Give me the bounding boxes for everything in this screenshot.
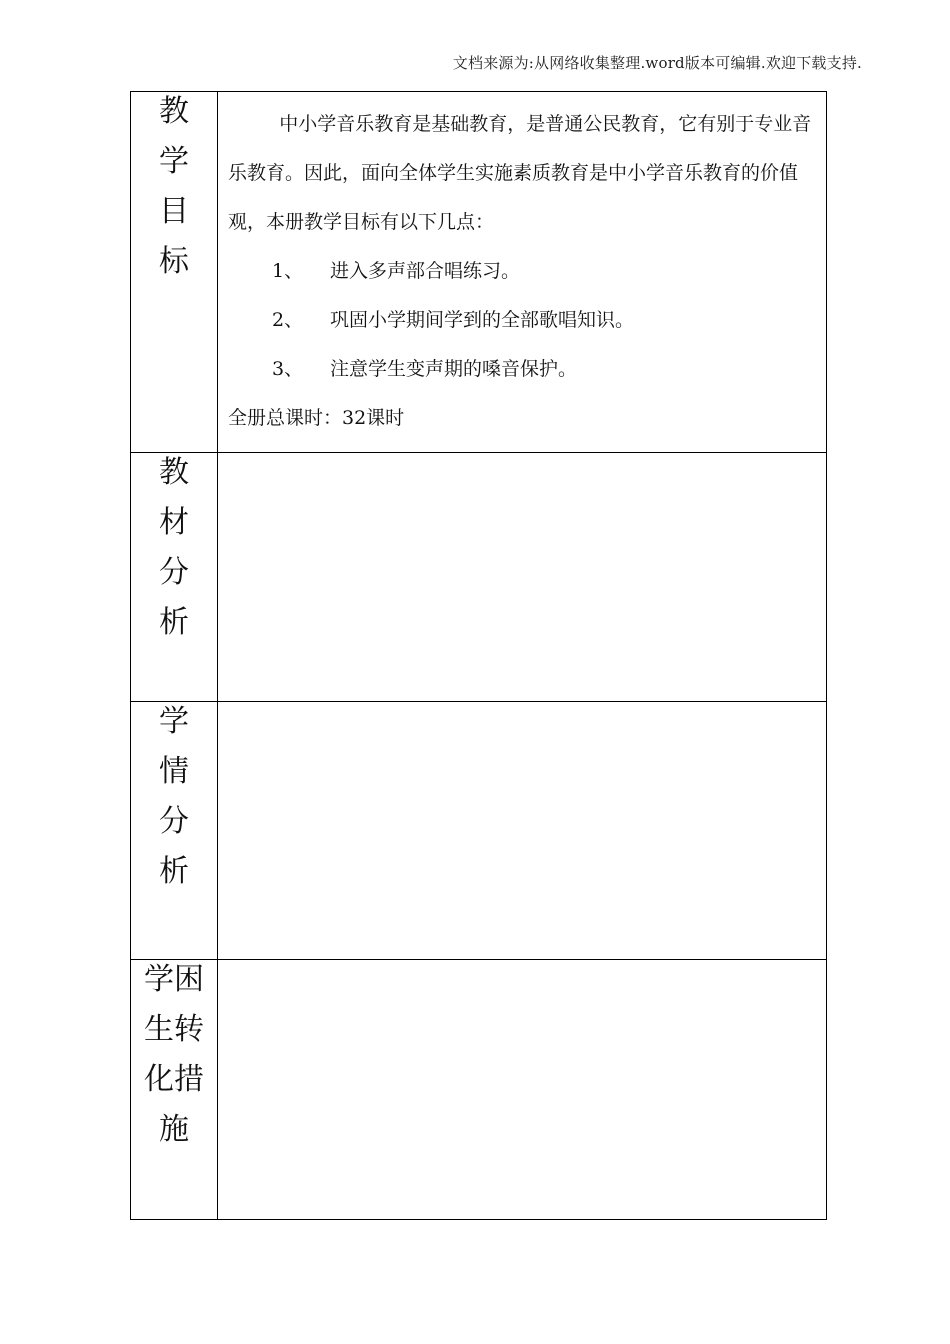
- content-cell-goals: [218, 92, 827, 453]
- goal-item-2: [228, 296, 816, 345]
- goal-item-text: 进入多声部合唱练习。: [330, 260, 521, 282]
- label-cell-material: [131, 453, 218, 702]
- total-hours-line: 全册总课时：32课时: [228, 407, 405, 429]
- table-row-struggling: [131, 960, 827, 1220]
- label-cell-students: [131, 702, 218, 960]
- goals-intro-paragraph: 中小学音乐教育是基础教育，是普通公民教育，它有别于专业音乐教育。因此，面向全体学生实施素质教育是中小学音乐教育的价值观，本册教学目标有以下几点：: [228, 113, 812, 233]
- content-cell-struggling[interactable]: [218, 960, 827, 1220]
- row-label-struggling: 学困生转化措施: [144, 962, 204, 1147]
- goal-item-text: 巩固小学期间学到的全部歌唱知识。: [330, 309, 635, 331]
- row-label-goals: 教学目标: [159, 94, 189, 279]
- label-cell-goals: [131, 92, 218, 453]
- label-cell-struggling: [131, 960, 218, 1220]
- table-row-material: [131, 453, 827, 702]
- goal-item-number: 2、: [272, 309, 304, 331]
- row-label-material: 教材分析: [159, 455, 189, 640]
- goal-item-number: 1、: [272, 260, 304, 282]
- goal-item-number: 3、: [272, 358, 304, 380]
- row-label-students: 学情分析: [159, 704, 189, 889]
- table-row-goals: [131, 92, 827, 453]
- table-row-students: [131, 702, 827, 960]
- goal-item-3: [228, 345, 816, 394]
- goal-item-1: [228, 247, 816, 296]
- lesson-plan-table: [130, 91, 827, 1220]
- goal-item-text: 注意学生变声期的嗓音保护。: [330, 358, 578, 380]
- header-source-note: 文档来源为:从网络收集整理.word版本可编辑.欢迎下载支持.: [452, 54, 862, 72]
- content-cell-students[interactable]: [218, 702, 827, 960]
- content-cell-material[interactable]: [218, 453, 827, 702]
